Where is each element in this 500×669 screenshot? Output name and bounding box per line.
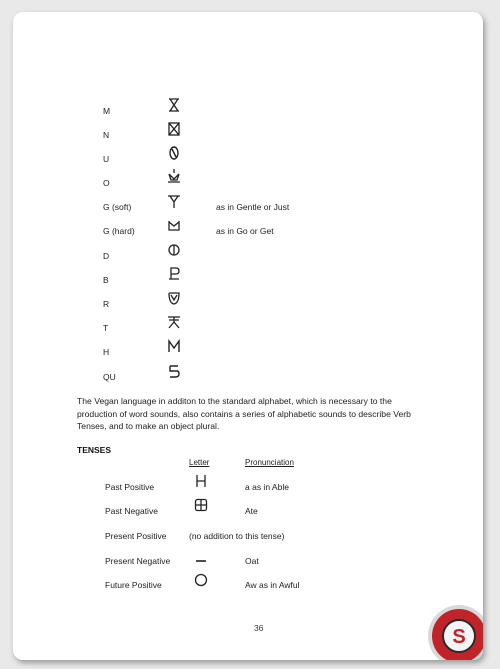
- letter-label-b: B: [103, 275, 109, 285]
- letter-label-n: N: [103, 130, 110, 140]
- quartered-square-glyph-icon: [193, 497, 209, 513]
- tense-pronunciation-past-negative: Ate: [245, 506, 258, 516]
- loop-p-glyph-icon: [166, 265, 182, 281]
- shield-v-glyph-icon: [166, 290, 182, 306]
- tense-pronunciation-future-positive: Aw as in Awful: [245, 580, 300, 590]
- letter-label-m: M: [103, 106, 111, 116]
- intro-paragraph: The Vegan language in additon to the standard alphabet, which is necessary to the production of word sounds, also contains a series of alphabetic sounds to describe Verb Tenses, and to make an object plural.: [77, 396, 411, 431]
- tense-name-past-negative: Past Negative: [105, 506, 158, 516]
- letter-label-h: H: [103, 347, 110, 357]
- column-header-pronunciation: Pronunciation: [245, 458, 294, 467]
- circle-glyph-icon: [193, 572, 209, 588]
- letter-label-g-hard: G (hard): [103, 226, 135, 236]
- letter-label-d: D: [103, 251, 110, 261]
- hourglass-glyph-icon: [166, 97, 182, 113]
- tense-name-present-negative: Present Negative: [105, 556, 171, 566]
- tense-name-present-positive: Present Positive: [105, 531, 167, 541]
- oval-slash-glyph-icon: [166, 145, 182, 161]
- tense-name-future-positive: Future Positive: [105, 580, 162, 590]
- letter-label-qu: QU: [103, 372, 116, 382]
- column-header-letter: Letter: [189, 458, 210, 467]
- pronunciation-note-g-soft: as in Gentle or Just: [216, 202, 290, 212]
- dash-glyph-icon: [193, 550, 209, 566]
- circle-bar-glyph-icon: [166, 242, 182, 258]
- crown-glyph-icon: [166, 168, 182, 184]
- tense-pronunciation-present-negative: Oat: [245, 556, 259, 566]
- letter-label-g-soft: G (soft): [103, 202, 132, 212]
- boxed-hourglass-glyph-icon: [166, 121, 182, 137]
- hook-s-glyph-icon: [166, 363, 182, 379]
- tense-pronunciation-present-positive: (no addition to this tense): [189, 531, 285, 541]
- page-number: 36: [254, 623, 264, 633]
- letter-label-u: U: [103, 154, 110, 164]
- letter-label-t: T: [103, 323, 109, 333]
- watermark-seal-icon: [427, 604, 483, 660]
- barred-star-glyph-icon: [166, 314, 182, 330]
- document-page: [13, 12, 483, 660]
- forked-y-glyph-icon: [166, 193, 182, 209]
- letter-label-r: R: [103, 299, 110, 309]
- tense-name-past-positive: Past Positive: [105, 482, 155, 492]
- tenses-heading: TENSES: [77, 445, 112, 455]
- cup-m-glyph-icon: [166, 218, 182, 234]
- pronunciation-note-g-hard: as in Go or Get: [216, 226, 274, 236]
- letter-label-o: O: [103, 178, 110, 188]
- tense-pronunciation-past-positive: a as in Able: [245, 482, 289, 492]
- svg-text:S: S: [452, 626, 466, 648]
- m-hook-glyph-icon: [166, 338, 182, 354]
- h-glyph-icon: [193, 473, 209, 489]
